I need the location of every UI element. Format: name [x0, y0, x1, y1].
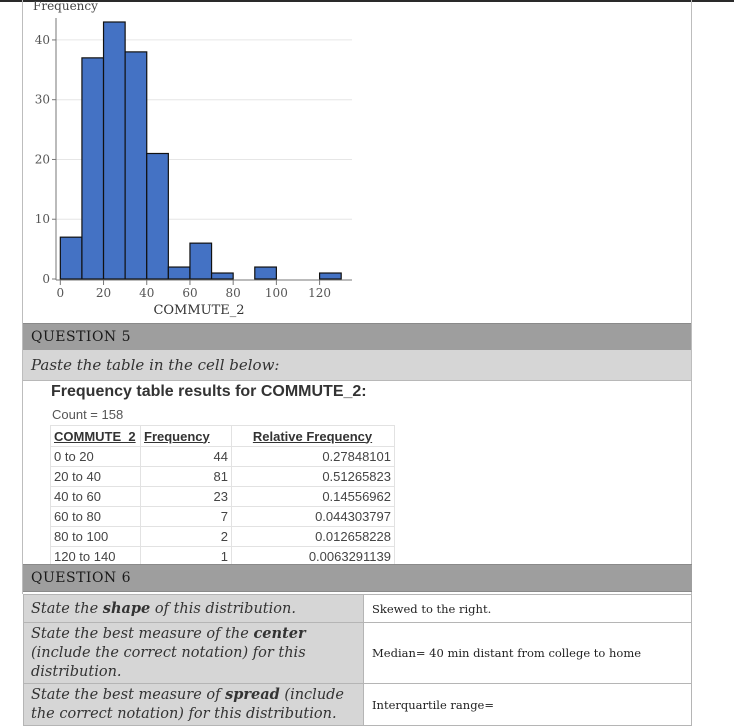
- q6-center-question: State the best measure of the center (include the correct notation) for this distribution.: [24, 623, 364, 684]
- x-tick-label: 120: [308, 286, 332, 300]
- table-header-row: [51, 426, 395, 447]
- question-5-header: [23, 323, 691, 351]
- histogram-bar: [60, 237, 82, 279]
- frequency-table-count: Count = 158: [52, 407, 124, 422]
- histogram-bar: [168, 267, 190, 279]
- histogram-bar: [190, 243, 212, 279]
- histogram-bar: [125, 52, 147, 279]
- cell-relative-frequency: 0.012658228: [232, 527, 395, 547]
- cell-frequency: 1: [141, 547, 232, 567]
- frequency-table-block: [50, 381, 470, 567]
- cell-relative-frequency: 0.27848101: [232, 447, 395, 467]
- question-5-prompt: [23, 350, 691, 381]
- frequency-table: [50, 425, 395, 567]
- cell-relative-frequency: 0.51265823: [232, 467, 395, 487]
- cell-relative-frequency: 0.044303797: [232, 507, 395, 527]
- cell-frequency: 44: [141, 447, 232, 467]
- q6-row-spread: [24, 684, 692, 726]
- q6-center-answer[interactable]: Median= 40 min distant from college to home: [364, 623, 692, 684]
- x-tick-label: 40: [139, 286, 155, 300]
- doc-right-border: [691, 0, 692, 594]
- x-tick-label: 0: [56, 286, 65, 300]
- histogram-bar: [212, 273, 234, 279]
- q6-spread-question: State the best measure of spread (include the correct notation) for this distribution.: [24, 684, 364, 726]
- x-tick-label: 60: [182, 286, 198, 300]
- histogram-chart: [22, 0, 362, 322]
- y-axis-label: Frequency: [33, 0, 98, 13]
- y-tick-label: 20: [34, 152, 50, 167]
- question-5-prompt-text: Paste the table in the cell below:: [31, 356, 280, 374]
- table-row: [51, 487, 395, 507]
- y-tick-label: 40: [34, 32, 50, 47]
- q6-shape-question: State the shape of this distribution.: [24, 595, 364, 623]
- cell-range: 120 to 140: [51, 547, 141, 567]
- q6-row-shape: [24, 595, 692, 623]
- y-tick-label: 0: [42, 272, 50, 286]
- q6-spread-answer[interactable]: Interquartile range=: [364, 684, 692, 726]
- q6-shape-keyword: shape: [102, 599, 151, 617]
- cell-frequency: 23: [141, 487, 232, 507]
- col-header-commute[interactable]: COMMUTE_2: [51, 426, 141, 447]
- cell-relative-frequency: 0.14556962: [232, 487, 395, 507]
- q6-center-keyword: center: [253, 625, 306, 642]
- cell-range: 40 to 60: [51, 487, 141, 507]
- q6-spread-keyword: spread: [225, 686, 280, 703]
- y-tick-label: 10: [34, 212, 50, 227]
- cell-frequency: 81: [141, 467, 232, 487]
- histogram-bar: [82, 58, 104, 279]
- q6-shape-answer[interactable]: Skewed to the right.: [364, 595, 692, 623]
- table-row: [51, 467, 395, 487]
- question-6-title: QUESTION 6: [31, 570, 132, 586]
- question-6-header: [23, 564, 692, 592]
- histogram-bar: [104, 22, 126, 279]
- col-header-frequency[interactable]: Frequency: [141, 426, 232, 447]
- histogram-bar: [320, 273, 342, 279]
- cell-frequency: 2: [141, 527, 232, 547]
- cell-range: 80 to 100: [51, 527, 141, 547]
- table-row: [51, 507, 395, 527]
- cell-relative-frequency: 0.0063291139: [232, 547, 395, 567]
- x-axis-label: COMMUTE_2: [153, 303, 245, 318]
- question-5-title: QUESTION 5: [31, 329, 132, 345]
- x-tick-label: 100: [264, 286, 288, 300]
- cell-range: 20 to 40: [51, 467, 141, 487]
- x-tick-label: 80: [225, 286, 241, 300]
- cell-range: 0 to 20: [51, 447, 141, 467]
- col-header-relative-frequency[interactable]: Relative Frequency: [232, 426, 395, 447]
- question-6-grid: [23, 594, 692, 726]
- frequency-table-title: Frequency table results for COMMUTE_2:: [51, 383, 367, 400]
- table-row: [51, 527, 395, 547]
- y-tick-label: 30: [34, 92, 50, 107]
- histogram-bar: [255, 267, 277, 279]
- table-right-border: [22, 323, 23, 594]
- cell-frequency: 7: [141, 507, 232, 527]
- x-tick-label: 20: [95, 286, 112, 300]
- q6-row-center: [24, 623, 692, 684]
- cell-range: 60 to 80: [51, 507, 141, 527]
- histogram-bar: [147, 153, 169, 279]
- table-row: [51, 447, 395, 467]
